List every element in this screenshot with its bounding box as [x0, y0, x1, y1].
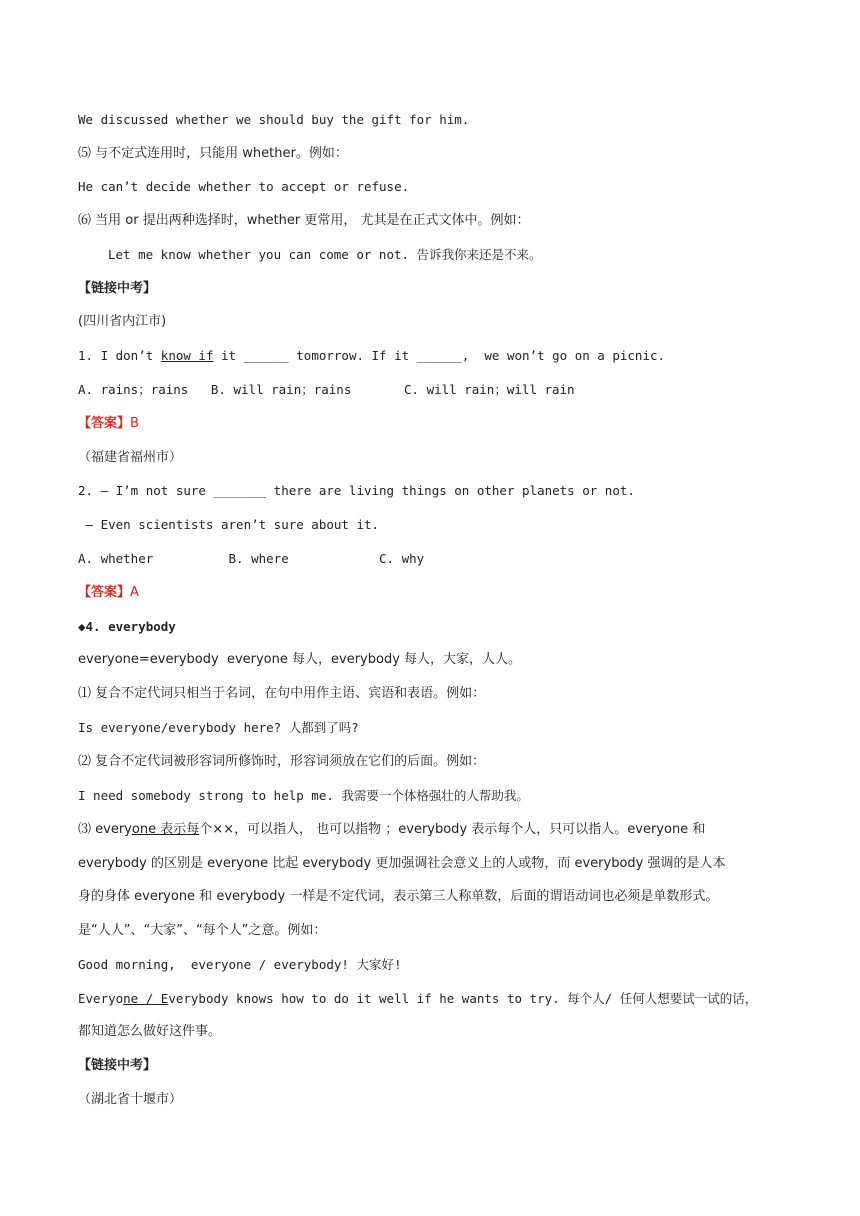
rule-3-continued: everybody 的区别是 everyone 比起 everybody 更加强调社会意义上的人或物，而 everybody 强调的是人本	[78, 856, 726, 871]
example-sentence: We discussed whether we should buy the gift for him.	[78, 112, 470, 127]
question-2-reply: — Even scientists aren’t sure about it.	[78, 517, 380, 532]
question-text: it ______ tomorrow. If it ______, we won’t go on a picnic.	[213, 348, 666, 363]
rule-6: ⑹ 当用 or 提出两种选择时，whether 更常用， 尤其是在正式文体中。例如：	[78, 213, 530, 228]
rule-1: ⑴ 复合不定代词只相当于名词，在句中用作主语、宾语和表语。例如：	[78, 686, 486, 701]
rule-3	[78, 821, 790, 839]
underlined-text: ne / E	[123, 991, 169, 1006]
rule-3-continued: 身的身体 everyone 和 everybody 一样是不定代词，表示第三人称单数，后面的谓语动词也必须是单数形式。	[78, 889, 719, 904]
answer-label: 【答案】	[78, 416, 131, 431]
answer-value: A	[130, 585, 139, 600]
answer-1	[78, 415, 790, 433]
question-1	[78, 347, 790, 365]
question-text: 1. I don’t	[78, 348, 161, 363]
exam-source: (四川省内江市)	[78, 314, 167, 329]
exam-source: （湖北省十堰市）	[78, 1092, 183, 1107]
rule-2: ⑵ 复合不定代词被形容词所修饰时，形容词须放在它们的后面。例如：	[78, 754, 486, 769]
answer-label: 【答案】	[78, 585, 131, 600]
section-heading-everybody: ◆4. everybody	[78, 619, 176, 634]
rule-5: ⑸ 与不定式连用时，只能用 whether。例如：	[78, 146, 348, 161]
example-sentence	[78, 990, 790, 1008]
question-2: 2. — I’m not sure _______ there are living things on other planets or not.	[78, 483, 635, 498]
section-heading-link-exam: 【链接中考】	[78, 281, 157, 296]
example-translation: 都知道怎么做好这件事。	[78, 1024, 222, 1039]
section-heading-link-exam: 【链接中考】	[78, 1058, 157, 1073]
example-sentence: Let me know whether you can come or not. 告诉我你来还是不来。	[108, 247, 542, 262]
definition-line: everyone=everybody everyone 每人，everybody 每人，大家，人人。	[78, 652, 522, 667]
example-text: Everyo	[78, 991, 124, 1006]
example-sentence: He can’t decide whether to accept or refuse.	[78, 179, 410, 194]
underlined-text: one 表示每	[131, 822, 200, 837]
answer-2	[78, 584, 790, 602]
example-sentence: I need somebody strong to help me. 我需要一个体格强壮的人帮助我。	[78, 788, 529, 803]
underlined-text: know if	[160, 348, 214, 363]
question-1-options: A. rains；rains B. will rain；rains C. will rain；will rain	[78, 382, 575, 397]
example-text: verybody knows how to do it well if he wants to try. 每个人/ 任何人想要试一试的话，	[168, 991, 758, 1006]
rule-3-continued: 是“人人”、“大家”、“每个人”之意。例如：	[78, 923, 327, 938]
question-2-options: A. whether B. where C. why	[78, 551, 425, 566]
rule-text: ⑶ every	[78, 822, 132, 837]
example-sentence: Is everyone/everybody here? 人都到了吗?	[78, 720, 359, 735]
rule-text: 个××，可以指人， 也可以指物 ；everybody 表示每个人，只可以指人。everyone 和	[199, 822, 706, 837]
example-sentence: Good morning, everyone / everybody! 大家好!	[78, 957, 402, 972]
answer-value: B	[130, 416, 139, 431]
exam-source: （福建省福州市）	[78, 450, 183, 465]
